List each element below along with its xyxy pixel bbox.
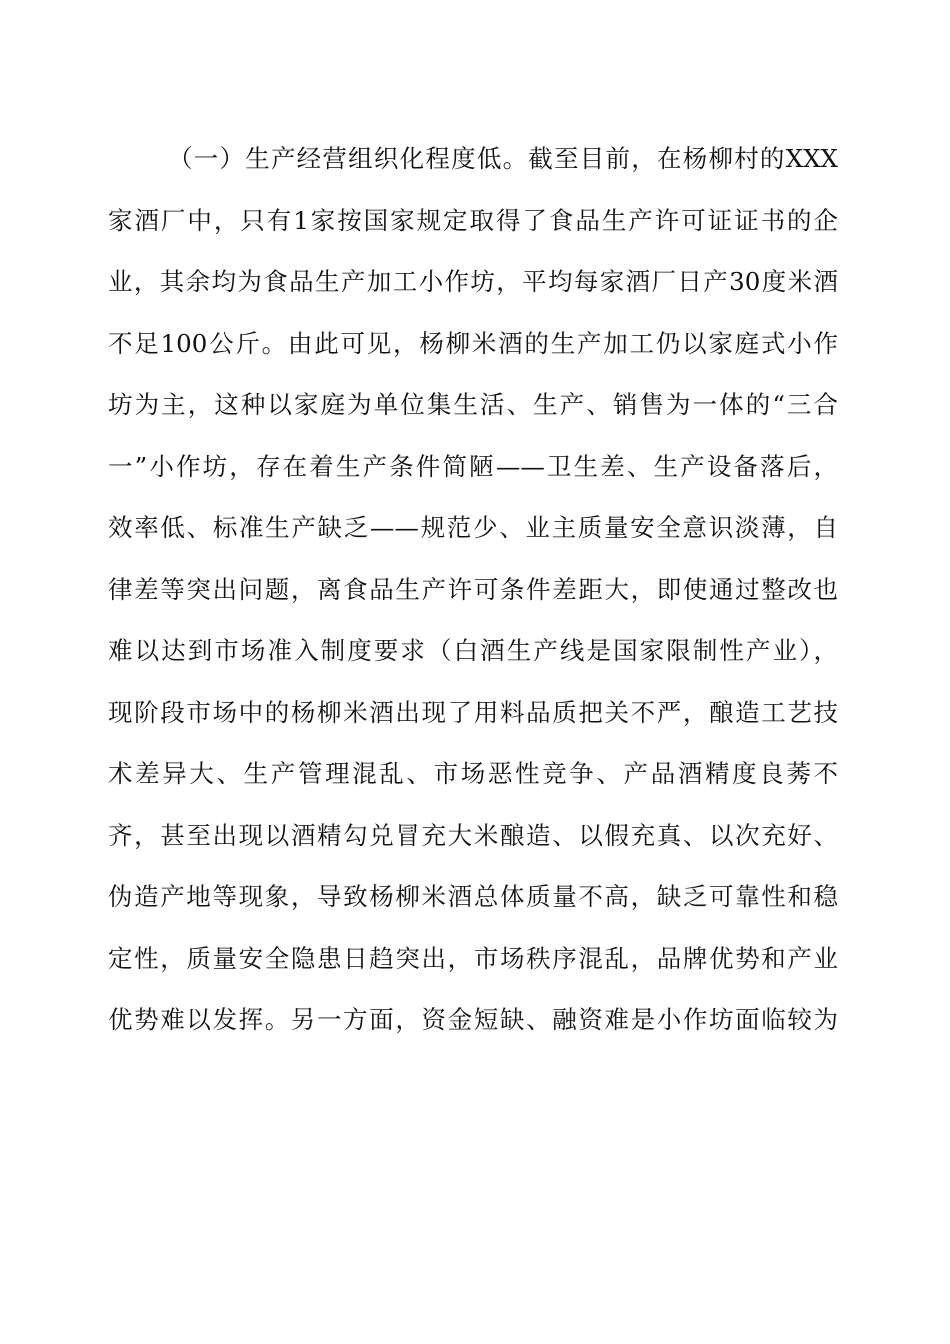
paragraph-line: （一）生产经营组织化程度低。截至目前，在杨柳村的XXX <box>168 144 838 173</box>
paragraph-line: 坊为主，这种以家庭为单位集生活、生产、销售为一体的“三合 <box>108 390 838 419</box>
paragraph-line: 定性，质量安全隐患日趋突出，市场秩序混乱，品牌优势和产业 <box>108 943 838 973</box>
paragraph-line: 家酒厂中，只有1家按国家规定取得了食品生产许可证证书的企 <box>108 205 838 235</box>
paragraph-line: 律差等突出问题，离食品生产许可条件差距大，即使通过整改也 <box>108 574 838 604</box>
paragraph-line: 不足100公斤。由此可见，杨柳米酒的生产加工仍以家庭式小作 <box>108 328 838 358</box>
paragraph-line: 现阶段市场中的杨柳米酒出现了用料品质把关不严，酿造工艺技 <box>108 697 838 727</box>
paragraph-line: 一”小作坊，存在着生产条件简陋——卫生差、生产设备落后， <box>108 451 838 481</box>
paragraph-line: 伪造产地等现象，导致杨柳米酒总体质量不高，缺乏可靠性和稳 <box>108 882 838 911</box>
body-paragraph <box>108 128 838 1051</box>
paragraph-line: 业，其余均为食品生产加工小作坊，平均每家酒厂日产30度米酒 <box>108 267 838 296</box>
paragraph-line: 齐，甚至出现以酒精勾兑冒充大米酿造、以假充真、以次充好、 <box>108 820 838 850</box>
paragraph-line: 效率低、标准生产缺乏——规范少、业主质量安全意识淡薄，自 <box>108 513 838 542</box>
paragraph-line: 术差异大、生产管理混乱、市场恶性竞争、产品酒精度良莠不 <box>108 759 838 788</box>
paragraph-line: 优势难以发挥。另一方面，资金短缺、融资难是小作坊面临较为 <box>108 1005 838 1034</box>
paragraph-line: 难以达到市场准入制度要求（白酒生产线是国家限制性产业）， <box>108 636 838 665</box>
